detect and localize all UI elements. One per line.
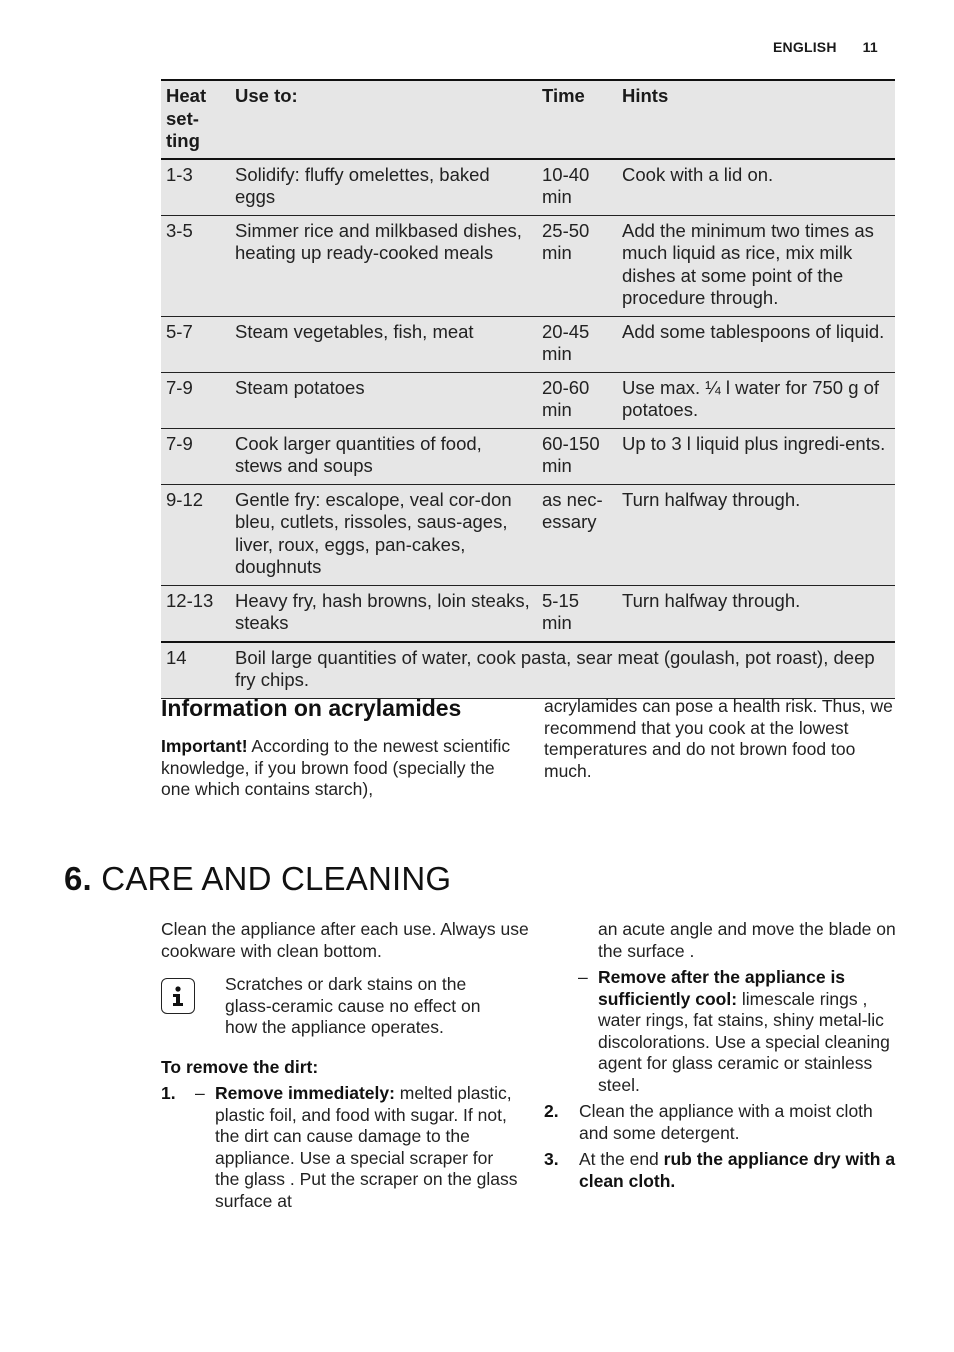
step-3-text <box>579 1149 899 1192</box>
step-text: At the end <box>579 1149 664 1169</box>
table-row <box>161 215 895 316</box>
step-number: 1. <box>161 1083 176 1103</box>
step-text: Clean the appliance with a moist cloth and some detergent. <box>579 1101 873 1143</box>
cell-hints: Cook with a lid on. <box>617 159 895 216</box>
cell-time: 60-150 min <box>537 428 617 484</box>
cell-setting: 9-12 <box>161 484 230 585</box>
column-header-heat-setting: Heat set- ting <box>161 80 230 159</box>
section-intro: Clean the appliance after each use. Always use cookware with clean bottom. <box>161 919 529 961</box>
cell-hints: Add the minimum two times as much liquid as rice, mix milk dishes at some point of the procedure through. <box>617 215 895 316</box>
cell-time: 20-45 min <box>537 316 617 372</box>
cell-time: as nec-essary <box>537 484 617 585</box>
step-bold-lead: Remove immediately: <box>215 1083 395 1103</box>
cell-use: Cook larger quantities of food, stews and soups <box>230 428 537 484</box>
column-header-hints: Hints <box>617 80 895 159</box>
acrylamides-heading: Information on acrylamides <box>161 695 462 721</box>
step-text: melted plastic, plastic foil, and food with sugar. If not, the dirt can cause damage to the appliance. Use a special scraper for the glass . Put the scraper on the glass surface at <box>215 1083 518 1211</box>
cell-use: Solidify: fluffy omelettes, baked eggs <box>230 159 537 216</box>
column-header-time: Time <box>537 80 617 159</box>
table-row <box>161 316 895 372</box>
cell-hints: Up to 3 l liquid plus ingredi-ents. <box>617 428 895 484</box>
section-title <box>64 860 451 898</box>
step-1-sub-2-text <box>598 967 899 1096</box>
step-bold-lead: Remove after the appliance is sufficiently cool: <box>598 967 846 1009</box>
step-text: limescale rings , water rings, fat stains, shiny metal-lic discolorations. Use a special cleaning agent for glass ceramic or stainless steel. <box>598 988 890 1095</box>
cell-hints: Turn halfway through. <box>617 484 895 585</box>
cell-setting: 5-7 <box>161 316 230 372</box>
important-label: Important! <box>161 736 248 756</box>
right-column <box>544 919 899 1192</box>
cell-use: Steam potatoes <box>230 372 537 428</box>
section-title-text: CARE AND CLEANING <box>101 860 452 897</box>
cell-setting: 1-3 <box>161 159 230 216</box>
cell-setting: 12-13 <box>161 585 230 642</box>
step-1-continuation: an acute angle and move the blade on the surface . <box>598 919 896 961</box>
step-3 <box>544 1149 899 1192</box>
table-row <box>161 428 895 484</box>
remove-dirt-heading: To remove the dirt: <box>161 1057 319 1077</box>
cell-setting: 7-9 <box>161 428 230 484</box>
table-row <box>161 484 895 585</box>
step-1 <box>161 1083 521 1212</box>
table-row <box>161 159 895 216</box>
acrylamides-body-left: According to the newest scientific knowledge, if you brown food (specially the one which contains starch), <box>161 736 511 799</box>
cell-time: 20-60 min <box>537 372 617 428</box>
step-number: 3. <box>544 1149 559 1169</box>
cell-time: 25-50 min <box>537 215 617 316</box>
table-row <box>161 372 895 428</box>
cell-use: Simmer rice and milkbased dishes, heating up ready-cooked meals <box>230 215 537 316</box>
cell-hints: Turn halfway through. <box>617 585 895 642</box>
cell-setting: 7-9 <box>161 372 230 428</box>
table-header-row <box>161 80 895 159</box>
acrylamides-text-right: acrylamides can pose a health risk. Thus, we recommend that you cook at the lowest temperatures and do not brown food too much. <box>544 696 893 781</box>
cell-use-wide: Boil large quantities of water, cook pasta, sear meat (goulash, pot roast), deep fry chips. <box>230 642 895 699</box>
info-note <box>161 974 531 1039</box>
cell-use: Gentle fry: escalope, veal cor-don bleu, cutlets, rissoles, saus-ages, liver, roux, eggs, pan-cakes, doughnuts <box>230 484 537 585</box>
info-text: Scratches or dark stains on the glass-ceramic cause no effect on how the appliance operates. <box>225 974 481 1037</box>
running-header <box>773 39 878 55</box>
step-1-sub-2 <box>544 967 899 1096</box>
dash-bullet: – <box>195 1083 205 1103</box>
cell-time: 5-15 min <box>537 585 617 642</box>
step-1-sub-1-text <box>215 1083 521 1212</box>
heat-setting-table <box>161 79 895 699</box>
cell-use: Heavy fry, hash browns, loin steaks, steaks <box>230 585 537 642</box>
table-row <box>161 585 895 642</box>
cell-hints: Use max. ¼ l water for 750 g of potatoes. <box>617 372 895 428</box>
step-bold-text: rub the appliance dry with a clean cloth. <box>579 1149 896 1191</box>
info-icon <box>161 978 195 1014</box>
column-header-use: Use to: <box>230 80 537 159</box>
step-2 <box>544 1101 899 1144</box>
dash-bullet: – <box>578 967 588 987</box>
cell-use: Steam vegetables, fish, meat <box>230 316 537 372</box>
language-label: ENGLISH <box>773 39 837 55</box>
acrylamides-text-left <box>161 736 521 801</box>
step-number: 2. <box>544 1101 559 1121</box>
cell-time: 10-40 min <box>537 159 617 216</box>
cell-setting: 3-5 <box>161 215 230 316</box>
cell-setting: 14 <box>161 642 230 699</box>
cell-hints: Add some tablespoons of liquid. <box>617 316 895 372</box>
section-number: 6. <box>64 860 92 897</box>
page-number: 11 <box>862 39 878 55</box>
table-row <box>161 642 895 699</box>
